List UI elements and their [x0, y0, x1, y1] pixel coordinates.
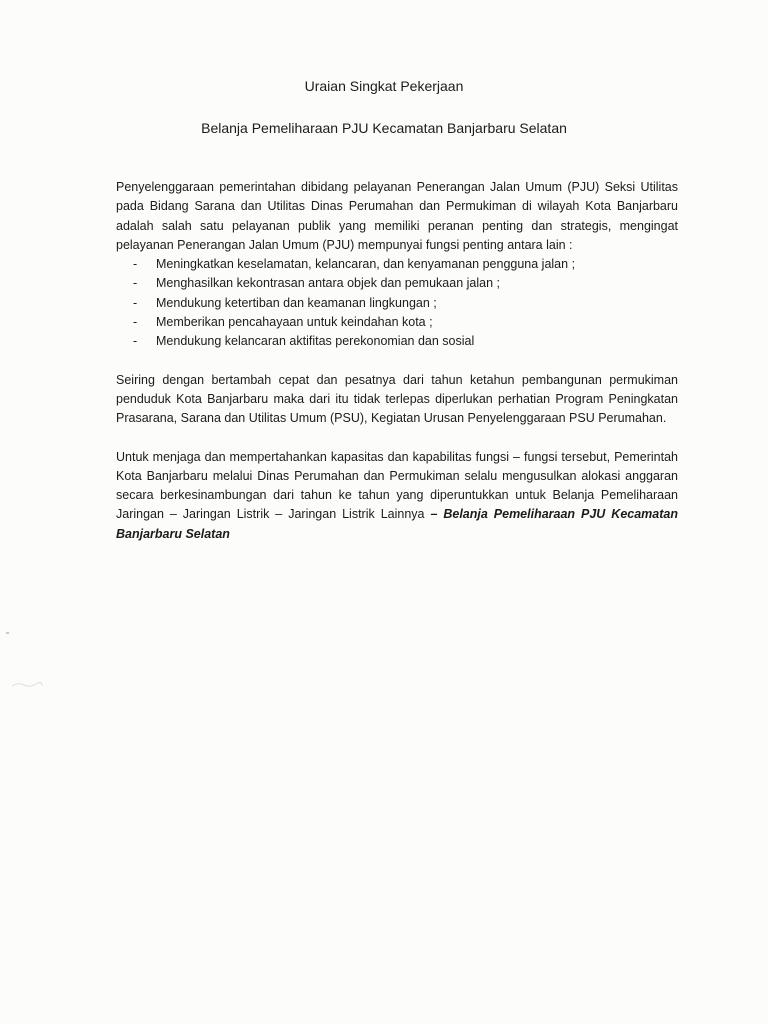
- paragraph-budget: [116, 448, 678, 544]
- list-item-text: Meningkatkan keselamatan, kelancaran, dan kenyamanan pengguna jalan ;: [156, 257, 576, 272]
- list-item-text: Menghasilkan kekontrasan antara objek dan pemukaan jalan ;: [156, 276, 500, 291]
- bullet-dash: -: [133, 295, 138, 310]
- function-list: [116, 255, 678, 351]
- scan-artifact: [6, 632, 9, 634]
- list-item-text: Mendukung ketertiban dan keamanan lingkungan ;: [156, 295, 437, 310]
- document-body: [116, 178, 678, 544]
- paragraph-intro: Penyelenggaraan pemerintahan dibidang pelayanan Penerangan Jalan Umum (PJU) Seksi Utilitas pada Bidang Sarana dan Utilitas Dinas Perumahan dan Permukiman di wilayah Kota Banjarbaru adalah salah satu pelayanan publik yang memiliki peranan penting dan strategis, mengingat pelayanan Penerangan Jalan Umum (PJU) mempunyai fungsi penting antara lain :: [116, 180, 678, 252]
- list-item-text: Memberikan pencahayaan untuk keindahan kota ;: [156, 315, 433, 330]
- list-item: [116, 294, 678, 313]
- scan-smudge: [10, 680, 44, 690]
- list-item: [116, 255, 678, 274]
- bullet-dash: -: [133, 334, 138, 349]
- list-item: [116, 332, 678, 351]
- paragraph-budget-emphasis: – Belanja Pemeliharaan PJU Kecamatan Banjarbaru Selatan: [116, 507, 678, 541]
- list-item: [116, 274, 678, 293]
- document-title: Uraian Singkat Pekerjaan: [304, 78, 464, 94]
- bullet-dash: -: [133, 257, 138, 272]
- bullet-dash: -: [133, 276, 138, 291]
- bullet-dash: -: [133, 315, 138, 330]
- document-subtitle: Belanja Pemeliharaan PJU Kecamatan Banjarbaru Selatan: [201, 120, 567, 136]
- list-item-text: Mendukung kelancaran aktifitas perekonomian dan sosial: [156, 334, 475, 349]
- paragraph-budget-lead: Untuk menjaga dan mempertahankan kapasitas dan kapabilitas fungsi – fungsi tersebut, Pemerintah Kota Banjarbaru melalui Dinas Perumahan dan Permukiman selalu mengusulkan alokasi anggaran secara berkesinambungan dari tahun ke tahun yang diperuntukkan untuk Belanja Pemeliharaan Jaringan – Jaringan Listrik – Jaringan Listrik Lainnya: [116, 449, 678, 522]
- list-item: [116, 313, 678, 332]
- paragraph-background: Seiring dengan bertambah cepat dan pesatnya dari tahun ketahun pembangunan permukiman penduduk Kota Banjarbaru maka dari itu tidak terlepas diperlukan perhatian Program Peningkatan Prasarana, Sarana dan Utilitas Umum (PSU), Kegiatan Urusan Penyelenggaraan PSU Perumahan.: [116, 372, 678, 426]
